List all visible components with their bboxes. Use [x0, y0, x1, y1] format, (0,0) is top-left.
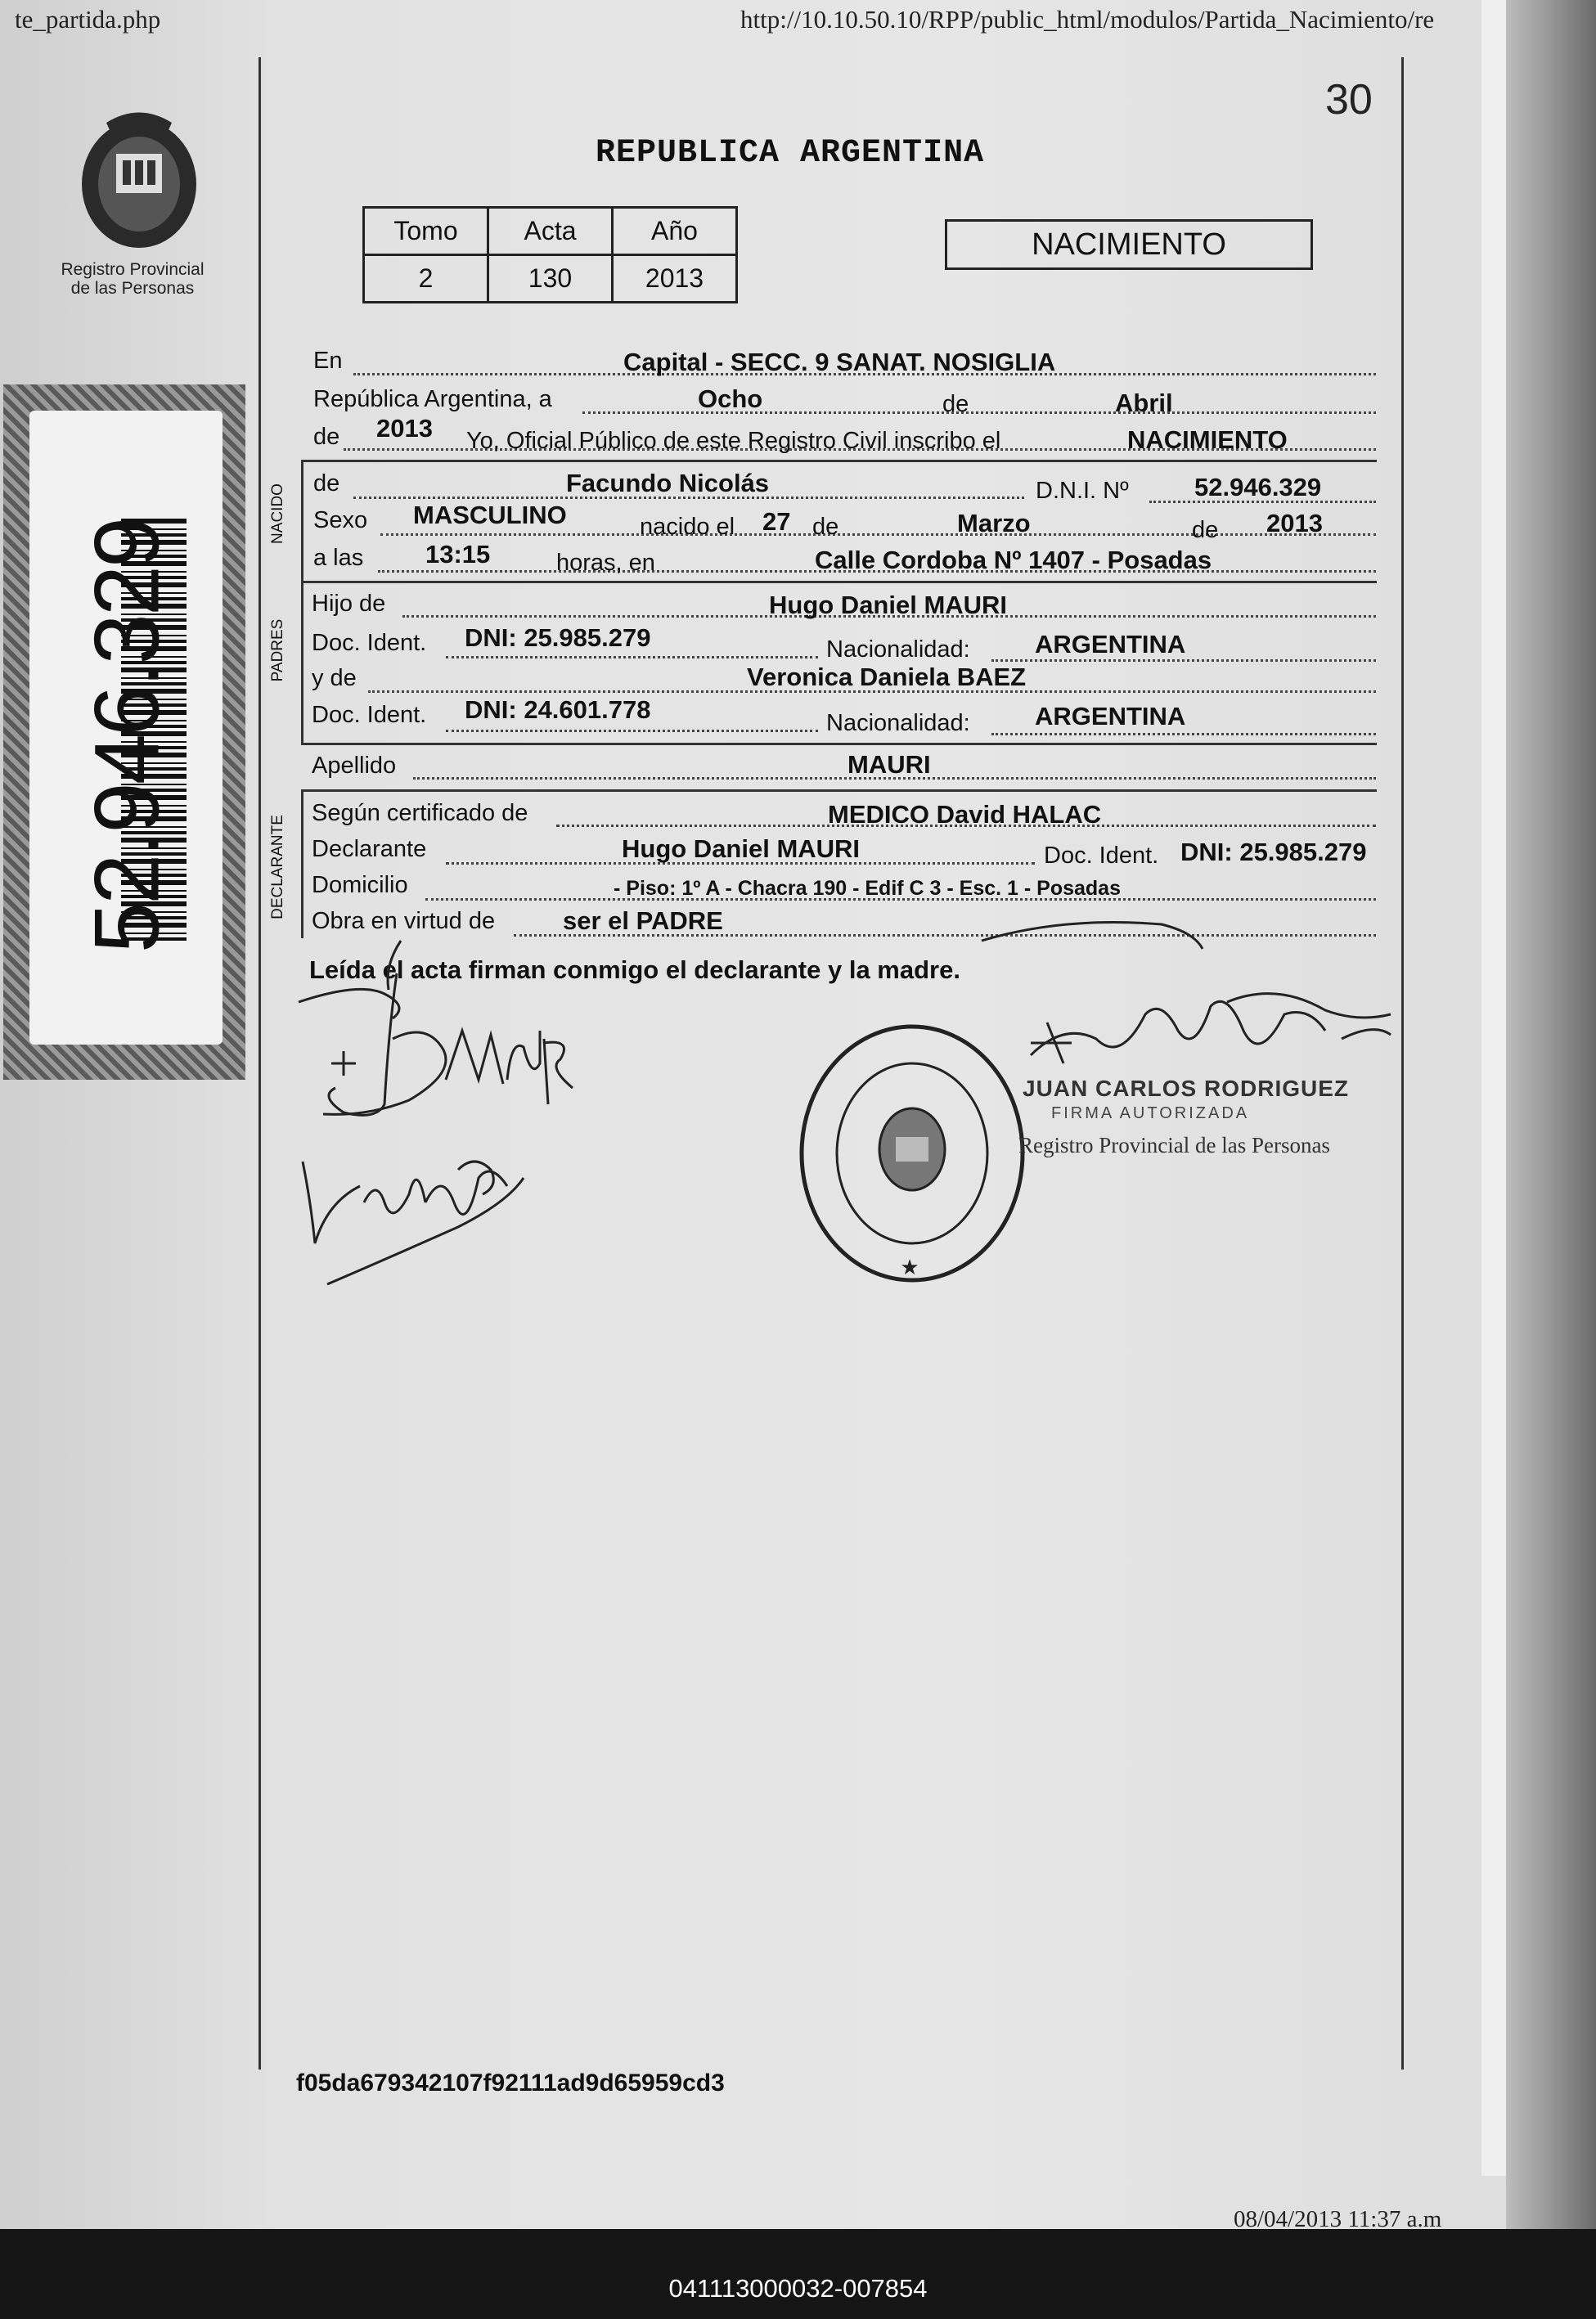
value-padre-nacionalidad: ARGENTINA: [1035, 630, 1186, 658]
label-sexo: Sexo: [313, 507, 368, 533]
value-anio: 2013: [613, 255, 737, 303]
document-title: REPUBLICA ARGENTINA: [596, 135, 985, 172]
label-nacionalidad-padre: Nacionalidad:: [826, 636, 970, 663]
section-bracket: [301, 789, 303, 938]
official-name: JUAN CARLOS RODRIGUEZ: [1023, 1076, 1350, 1101]
value-lugar-nac: Calle Cordoba Nº 1407 - Posadas: [815, 546, 1212, 574]
value-certificado: MEDICO David HALAC: [828, 800, 1102, 829]
logo-caption-line1: Registro Provincial: [61, 260, 205, 279]
value-sexo: MASCULINO: [413, 501, 567, 529]
browser-header-url: http://10.10.50.10/RPP/public_html/modulos/Partida_Nacimiento/re: [740, 5, 1435, 34]
label-nacionalidad-madre: Nacionalidad:: [826, 710, 970, 736]
document-type-box: NACIMIENTO: [945, 219, 1313, 270]
value-dia-letras: Ocho: [698, 384, 763, 413]
label-apellido: Apellido: [312, 753, 397, 779]
section-bracket: [301, 581, 303, 743]
label-de-mes: de: [942, 391, 969, 417]
section-label-padres: PADRES: [269, 618, 286, 682]
section-label-declarante: DECLARANTE: [269, 815, 286, 919]
closing-statement: Leída el acta firman conmigo el declarante y la madre.: [309, 955, 960, 984]
value-padre: Hugo Daniel MAURI: [769, 591, 1008, 619]
label-de-anio-nac: de: [1192, 517, 1219, 543]
value-tipo: NACIMIENTO: [1127, 425, 1288, 454]
value-apellido: MAURI: [847, 750, 931, 779]
page-edge: [1481, 0, 1506, 2176]
label-dni: D.N.I. Nº: [1036, 478, 1129, 504]
print-datetime: 08/04/2013 11:37 a.m: [1234, 2206, 1442, 2232]
label-yo-oficial: Yo, Oficial Público de este Registro Civil inscribo el: [466, 428, 1001, 454]
svg-text:★: ★: [900, 1255, 919, 1279]
registry-logo-icon: [74, 106, 205, 254]
value-anio-nac: 2013: [1266, 509, 1323, 537]
official-org: Registro Provincial de las Personas: [1018, 1133, 1330, 1157]
logo-caption-line2: de las Personas: [70, 279, 195, 298]
label-en: En: [313, 348, 343, 374]
value-nombre: Facundo Nicolás: [566, 469, 770, 497]
header-anio: Año: [613, 208, 737, 255]
section-divider: [301, 581, 1377, 583]
value-hora: 13:15: [425, 540, 491, 569]
page-stack-edge: [1506, 0, 1596, 2282]
value-tomo: 2: [364, 255, 488, 303]
label-nacido-el: nacido el: [640, 514, 735, 540]
value-declarante-doc: DNI: 25.985.279: [1180, 838, 1367, 866]
barcode-number: 52.946.329: [75, 519, 178, 954]
section-divider: [301, 789, 1377, 792]
label-horas-en: horas, en: [556, 550, 655, 576]
label-domicilio: Domicilio: [312, 872, 408, 898]
label-de-mes-nac: de: [812, 514, 839, 540]
browser-header-filename: te_partida.php: [15, 5, 161, 34]
official-role: FIRMA AUTORIZADA: [1051, 1104, 1250, 1122]
label-segun-certificado: Según certificado de: [312, 800, 528, 826]
label-obra-en-virtud: Obra en virtud de: [312, 908, 496, 934]
label-y-de: y de: [312, 665, 357, 691]
value-declarante: Hugo Daniel MAURI: [622, 834, 861, 863]
label-hijo-de: Hijo de: [312, 591, 386, 617]
value-dia-nac: 27: [762, 507, 791, 536]
value-madre: Veronica Daniela BAEZ: [747, 663, 1027, 691]
label-doc-ident-madre: Doc. Ident.: [312, 702, 427, 728]
value-madre-nacionalidad: ARGENTINA: [1035, 702, 1186, 730]
label-de-nombre: de: [313, 470, 340, 497]
value-dni: 52.946.329: [1194, 473, 1322, 501]
page-number: 30: [1325, 76, 1373, 124]
section-divider: [301, 743, 1377, 745]
label-doc-ident-padre: Doc. Ident.: [312, 630, 427, 656]
section-divider: [301, 460, 1377, 462]
dotted-line: [380, 533, 1376, 536]
registry-logo-caption: [51, 260, 214, 298]
label-a-las: a las: [313, 545, 364, 571]
dotted-line: [991, 659, 1376, 662]
tomo-acta-anio-table: [362, 206, 738, 303]
value-mes-nac: Marzo: [957, 509, 1031, 537]
dotted-line: [446, 656, 818, 658]
dotted-line: [446, 730, 818, 732]
label-republica: República Argentina, a: [313, 386, 552, 412]
label-de-anio: de: [313, 424, 340, 450]
value-anio: 2013: [376, 414, 433, 443]
section-label-nacido: NACIDO: [269, 483, 286, 544]
label-declarante: Declarante: [312, 836, 427, 862]
header-acta: Acta: [488, 208, 613, 255]
label-doc-ident-declarante: Doc. Ident.: [1044, 843, 1159, 869]
scan-id: 041113000032-007854: [668, 2274, 928, 2303]
dotted-line: [991, 733, 1376, 735]
value-madre-doc: DNI: 24.601.778: [465, 695, 651, 724]
value-obra: ser el PADRE: [563, 906, 723, 935]
document-hash: f05da679342107f92111ad9d65959cd3: [296, 2070, 725, 2097]
header-tomo: Tomo: [364, 208, 488, 255]
value-mes: Abril: [1115, 389, 1173, 417]
value-acta: 130: [488, 255, 613, 303]
value-domicilio: - Piso: 1º A - Chacra 190 - Edif C 3 - Esc. 1 - Posadas: [614, 877, 1121, 900]
section-bracket: [301, 460, 303, 581]
value-lugar: Capital - SECC. 9 SANAT. NOSIGLIA: [623, 348, 1056, 376]
value-padre-doc: DNI: 25.985.279: [465, 623, 651, 652]
